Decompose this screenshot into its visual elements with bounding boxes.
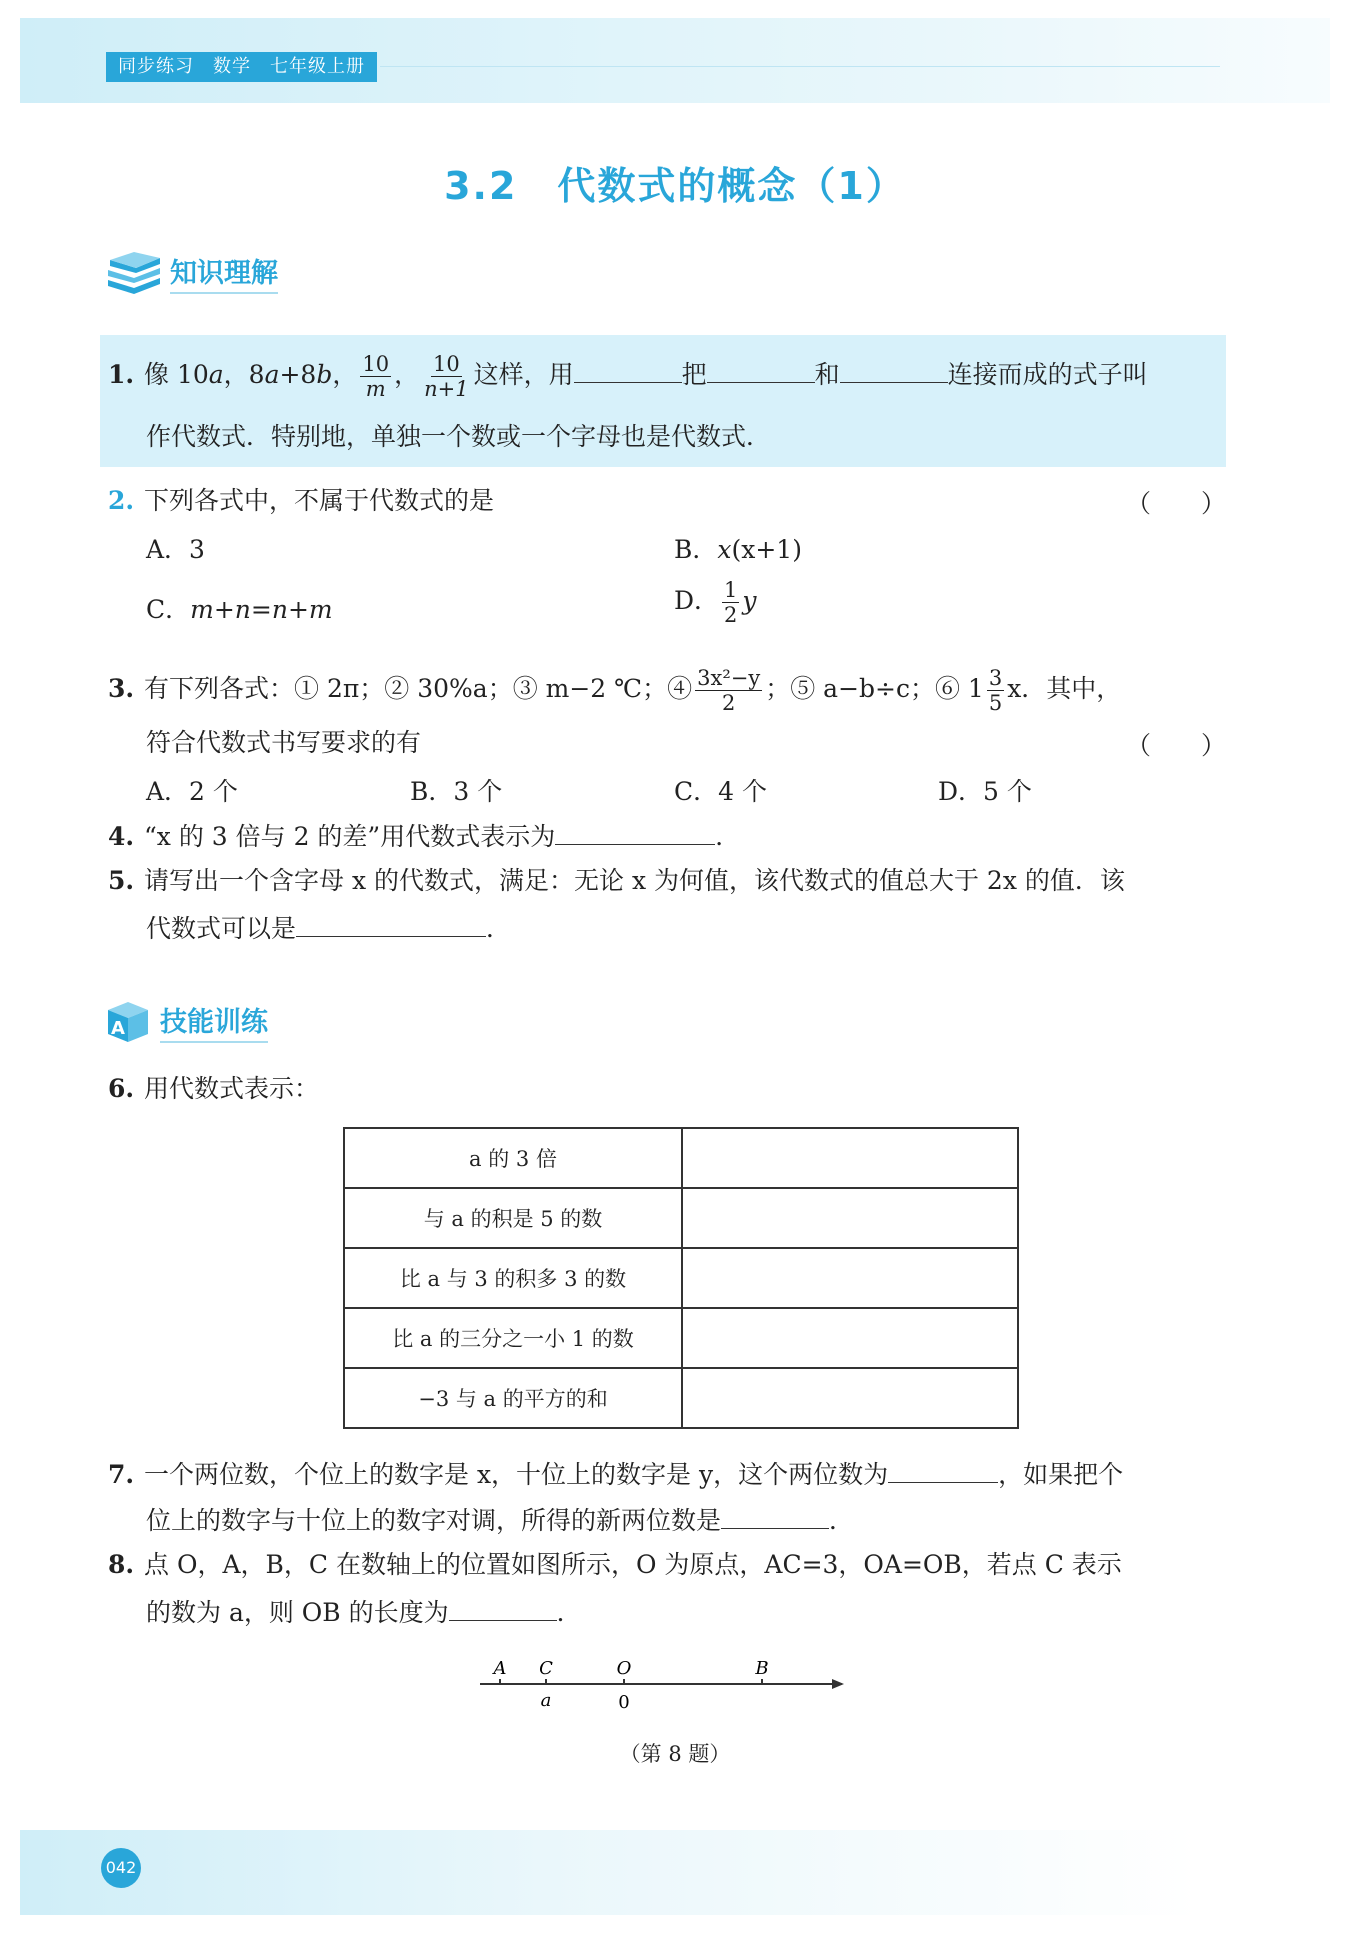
question-1: 1. 像 10a，8a+8b， $\frac{10}{m}$ ， $\frac{10}{n+1}$ 这样，用 把 和 连接而成的式子叫 (108, 352, 1148, 401)
q8-number: 8. (108, 1550, 135, 1579)
q3-option-a: A．2 个 (146, 777, 238, 806)
q3-option-d: D．5 个 (938, 777, 1032, 806)
point-label-b: B (755, 1658, 769, 1679)
q6-row-label: 与 a 的积是 5 的数 (344, 1188, 682, 1248)
cube-a-icon (104, 998, 152, 1044)
value-label-zero: 0 (618, 1692, 630, 1713)
question-4: 4. “x 的 3 倍与 2 的差”用代数式表示为 ． (108, 818, 1228, 854)
question-3: 3. 有下列各式：① 2π；② 30%a；③ m−2 ℃；④ $\frac{\text{3x²−y}}{2}$ ；⑤ a−b÷c；⑥ 1 $\frac{3}{5}$ x．其中， (108, 666, 1122, 715)
q4-number: 4. (108, 822, 135, 851)
table-row (344, 1248, 1018, 1308)
q6-answer-cell[interactable] (682, 1248, 1018, 1308)
q8-blank[interactable] (449, 1594, 557, 1621)
footer-band (20, 1830, 1330, 1915)
q1-fraction-1: $\frac{10}{m}$ (362, 352, 390, 401)
question-7: 7. 一个两位数，个位上的数字是 x，十位上的数字是 y，这个两位数为 ，如果把个 (108, 1456, 1228, 1492)
point-label-o: O (616, 1658, 632, 1679)
section-skills-label: 技能训练 (160, 1000, 268, 1043)
books-icon (104, 250, 162, 294)
table-row (344, 1308, 1018, 1368)
value-label-a: a (540, 1690, 552, 1711)
figure-caption: （第 8 题） (619, 1742, 731, 1766)
q3-answer-paren[interactable]: （ ） (1125, 731, 1226, 760)
q6-answer-cell[interactable] (682, 1368, 1018, 1428)
q3-option-c: C．4 个 (674, 777, 767, 806)
q6-answer-cell[interactable] (682, 1188, 1018, 1248)
q1-blank-3[interactable] (840, 356, 948, 383)
q6-row-label: 比 a 与 3 的积多 3 的数 (344, 1248, 682, 1308)
q6-answer-cell[interactable] (682, 1308, 1018, 1368)
header-tag: 同步练习 数学 七年级上册 (106, 52, 377, 82)
number-line-figure (470, 1656, 850, 1716)
q3-number: 3. (108, 674, 135, 703)
q1-line-2: 作代数式．特别地，单独一个数或一个字母也是代数式． (146, 422, 772, 451)
point-label-a: A (493, 1658, 507, 1679)
q3-mixed-fraction: $\frac{3}{5}$ (988, 666, 1003, 715)
q1-text: 像 10 (144, 360, 209, 389)
q1-number: 1. (108, 360, 135, 389)
question-8: 8. 点 O，A，B，C 在数轴上的位置如图所示，O 为原点，AC=3，OA=OB，若点 C 表示 (108, 1548, 1228, 1582)
q7-blank-2[interactable] (721, 1502, 829, 1529)
q1-fraction-2: $\frac{10}{n+1}$ (424, 352, 469, 401)
q6-row-label: −3 与 a 的平方的和 (344, 1368, 682, 1428)
q6-number: 6. (108, 1074, 135, 1103)
q5-line-2: 代数式可以是 ． (108, 910, 1266, 946)
table-row (344, 1368, 1018, 1428)
table-row (344, 1128, 1018, 1188)
axis-arrow-icon (832, 1679, 844, 1689)
q3-line-2: 符合代数式书写要求的有 (146, 728, 422, 757)
header-rule (380, 66, 1220, 67)
q5-blank[interactable] (296, 910, 486, 937)
page-number: 042 (101, 1848, 141, 1888)
question-2: 2. 下列各式中，不属于代数式的是 (108, 484, 1228, 518)
q6-row-label: a 的 3 倍 (344, 1128, 682, 1188)
section-knowledge-label: 知识理解 (170, 251, 278, 294)
q1-blank-2[interactable] (707, 356, 815, 383)
q6-answer-cell[interactable] (682, 1128, 1018, 1188)
q1-blank-1[interactable] (574, 356, 682, 383)
q2-answer-paren[interactable]: （ ） (1125, 489, 1226, 518)
q4-blank[interactable] (555, 818, 715, 845)
q3-fraction: $\frac{\text{3x²−y}}{2}$ (697, 666, 761, 715)
question-5: 5. 请写出一个含字母 x 的代数式，满足：无论 x 为何值，该代数式的值总大于 2x 的值．该 (108, 864, 1228, 898)
q6-row-label: 比 a 的三分之一小 1 的数 (344, 1308, 682, 1368)
q8-line-2: 的数为 a，则 OB 的长度为 ． (108, 1594, 1266, 1630)
section-skills (104, 998, 268, 1044)
point-label-c: C (539, 1658, 553, 1679)
q7-line-2: 位上的数字与十位上的数字对调，所得的新两位数是 ． (108, 1502, 1266, 1538)
q2-number: 2. (108, 486, 135, 515)
q7-blank-1[interactable] (888, 1456, 998, 1483)
q5-number: 5. (108, 866, 135, 895)
q2-option-d: D． $\frac{1}{2}$ y (674, 578, 757, 627)
q7-number: 7. (108, 1460, 135, 1489)
table-row (344, 1188, 1018, 1248)
q2-option-c: C．m+n=n+m (146, 595, 333, 624)
page-title: 3.2 代数式的概念（1） (444, 164, 906, 208)
question-6: 6. 用代数式表示： (108, 1072, 1228, 1106)
svg-text:A: A (111, 1018, 125, 1039)
section-knowledge (104, 250, 278, 294)
q2-option-b: B．x(x+1) (674, 535, 802, 564)
q3-option-b: B．3 个 (410, 777, 503, 806)
q6-table (343, 1127, 1019, 1429)
q2-option-a: A．3 (146, 535, 205, 564)
